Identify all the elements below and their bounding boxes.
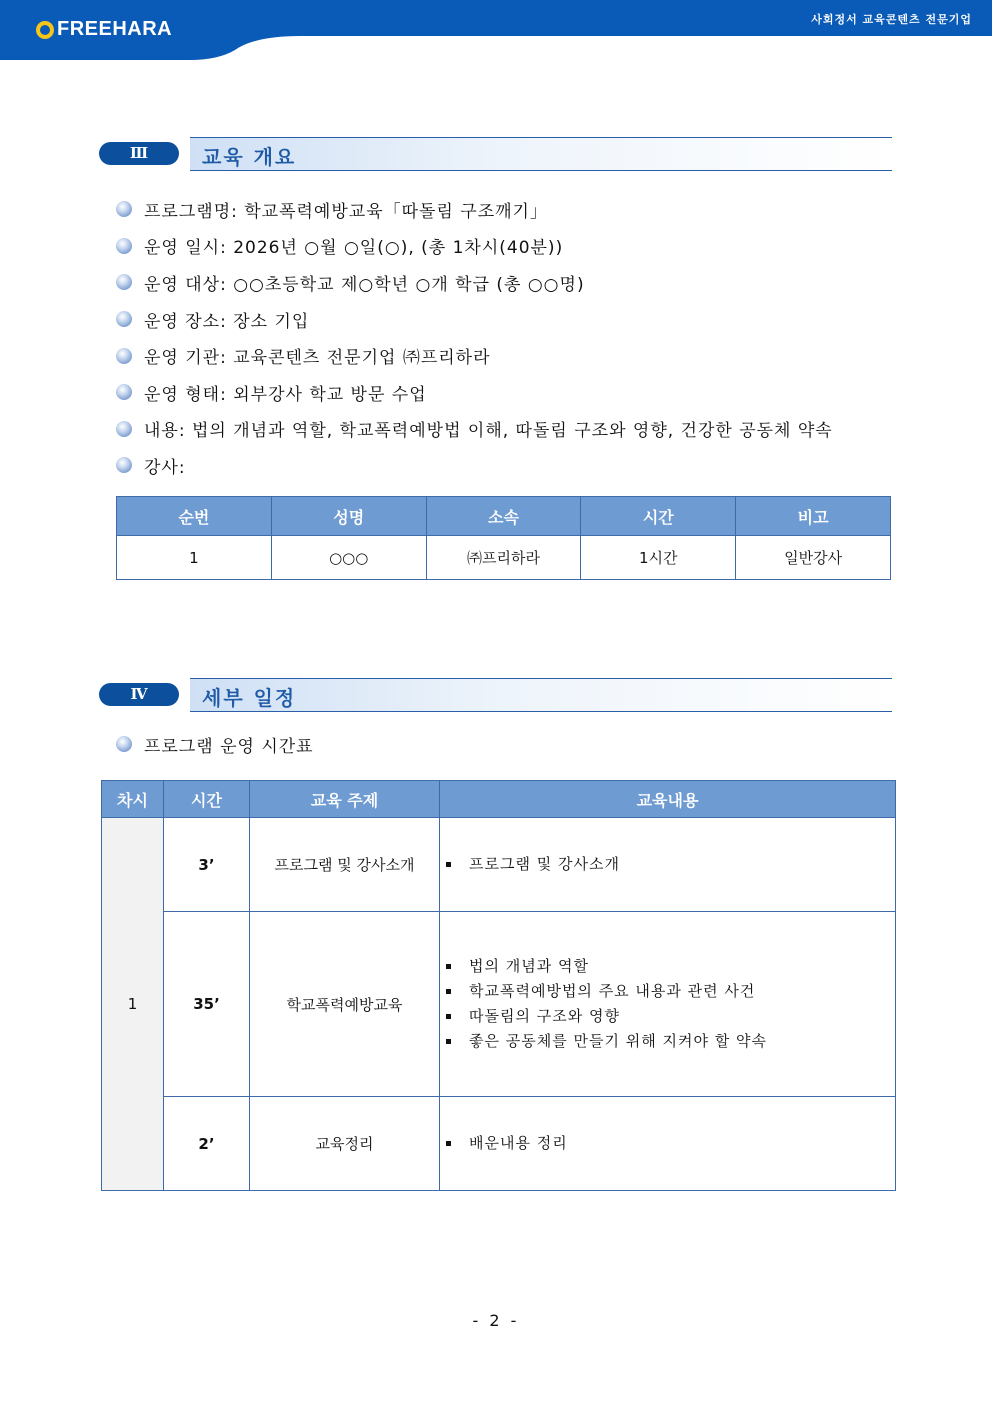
section-3-title: 교육 개요 — [202, 145, 297, 169]
table-row — [102, 1097, 896, 1191]
list-item — [446, 979, 894, 1004]
content-text: 프로그램 및 강사소개 — [469, 855, 620, 873]
table-header-row — [117, 497, 891, 536]
square-bullet-icon — [446, 1039, 451, 1044]
instructor-table — [116, 496, 891, 580]
topic-cell: 교육정리 — [250, 1097, 440, 1191]
content-cell — [440, 1097, 896, 1191]
overview-text: 운영 기관: 교육콘텐츠 전문기업 ㈜프리하라 — [144, 348, 491, 369]
content-text: 학교폭력예방법의 주요 내용과 관련 사건 — [469, 982, 756, 1000]
section-4-heading — [99, 678, 892, 712]
column-header: 차시 — [102, 781, 164, 818]
list-item — [446, 954, 894, 979]
square-bullet-icon — [446, 862, 451, 867]
list-item — [446, 852, 894, 877]
freehara-logo — [36, 18, 172, 41]
schedule-list — [116, 726, 314, 763]
section-3-heading — [99, 137, 892, 171]
overview-item — [116, 264, 833, 301]
bullet-icon — [116, 238, 132, 254]
time-cell: 2’ — [164, 1097, 250, 1191]
section-3-number: Ⅲ — [99, 142, 179, 165]
content-text: 배운내용 정리 — [469, 1134, 568, 1152]
time-cell: 35’ — [164, 912, 250, 1097]
schedule-item — [116, 726, 314, 763]
overview-item — [116, 374, 833, 411]
bullet-icon — [116, 421, 132, 437]
overview-item — [116, 411, 833, 448]
column-header: 소속 — [426, 497, 581, 536]
bullet-icon — [116, 457, 132, 473]
table-row — [102, 818, 896, 912]
page-header — [0, 0, 992, 62]
content-list — [446, 1131, 894, 1156]
bullet-icon — [116, 348, 132, 364]
session-cell: 1 — [102, 818, 164, 1191]
column-header: 시간 — [581, 497, 736, 536]
table-cell: 1 — [117, 536, 272, 580]
bullet-icon — [116, 201, 132, 217]
overview-item — [116, 301, 833, 338]
header-tagline: 사회정서 교육콘텐츠 전문기업 — [811, 13, 972, 26]
column-header: 성명 — [271, 497, 426, 536]
content-text: 따돌림의 구조와 영향 — [469, 1007, 620, 1025]
overview-item — [116, 447, 833, 484]
overview-text: 강사: — [144, 457, 186, 478]
column-header: 교육내용 — [440, 781, 896, 818]
table-header-row — [102, 781, 896, 818]
overview-text: 운영 형태: 외부강사 학교 방문 수업 — [144, 384, 427, 405]
table-row — [102, 912, 896, 1097]
topic-cell: 학교폭력예방교육 — [250, 912, 440, 1097]
square-bullet-icon — [446, 964, 451, 969]
topic-cell: 프로그램 및 강사소개 — [250, 818, 440, 912]
overview-item — [116, 228, 833, 265]
content-text: 법의 개념과 역할 — [469, 957, 589, 975]
column-header: 시간 — [164, 781, 250, 818]
list-item — [446, 1131, 894, 1156]
schedule-table — [101, 780, 896, 1191]
list-item — [446, 1004, 894, 1029]
logo-mark-icon — [36, 21, 54, 39]
content-cell — [440, 912, 896, 1097]
table-cell: 일반강사 — [736, 536, 891, 580]
content-list — [446, 954, 894, 1054]
table-cell: ㈜프리하라 — [426, 536, 581, 580]
schedule-text: 프로그램 운영 시간표 — [144, 736, 314, 757]
content-list — [446, 852, 894, 877]
overview-item — [116, 337, 833, 374]
column-header: 순번 — [117, 497, 272, 536]
section-4-title: 세부 일정 — [202, 686, 297, 710]
overview-list — [116, 191, 833, 484]
bullet-icon — [116, 384, 132, 400]
overview-item — [116, 191, 833, 228]
square-bullet-icon — [446, 989, 451, 994]
column-header: 교육 주제 — [250, 781, 440, 818]
logo-text: FREEHARA — [57, 18, 173, 40]
column-header: 비고 — [736, 497, 891, 536]
time-cell: 3’ — [164, 818, 250, 912]
table-row — [117, 536, 891, 580]
bullet-icon — [116, 311, 132, 327]
table-cell: ○○○ — [271, 536, 426, 580]
overview-text: 프로그램명: 학교폭력예방교육「따돌림 구조깨기」 — [144, 201, 548, 222]
overview-text: 운영 대상: ○○초등학교 제○학년 ○개 학급 (총 ○○명) — [144, 274, 585, 295]
content-text: 좋은 공동체를 만들기 위해 지켜야 할 약속 — [469, 1032, 767, 1050]
square-bullet-icon — [446, 1014, 451, 1019]
overview-text: 운영 장소: 장소 기입 — [144, 311, 310, 332]
page-number: - 2 - — [472, 1311, 520, 1330]
overview-text: 운영 일시: 2026년 ○월 ○일(○), (총 1차시(40분)) — [144, 238, 564, 259]
list-item — [446, 1029, 894, 1054]
content-cell — [440, 818, 896, 912]
section-4-number: Ⅳ — [99, 683, 179, 706]
section-4-title-box — [190, 678, 892, 712]
square-bullet-icon — [446, 1141, 451, 1146]
bullet-icon — [116, 736, 132, 752]
overview-text: 내용: 법의 개념과 역할, 학교폭력예방법 이해, 따돌림 구조와 영향, 건강한 공동체 약속 — [144, 421, 833, 442]
bullet-icon — [116, 274, 132, 290]
section-3-title-box — [190, 137, 892, 171]
table-cell: 1시간 — [581, 536, 736, 580]
